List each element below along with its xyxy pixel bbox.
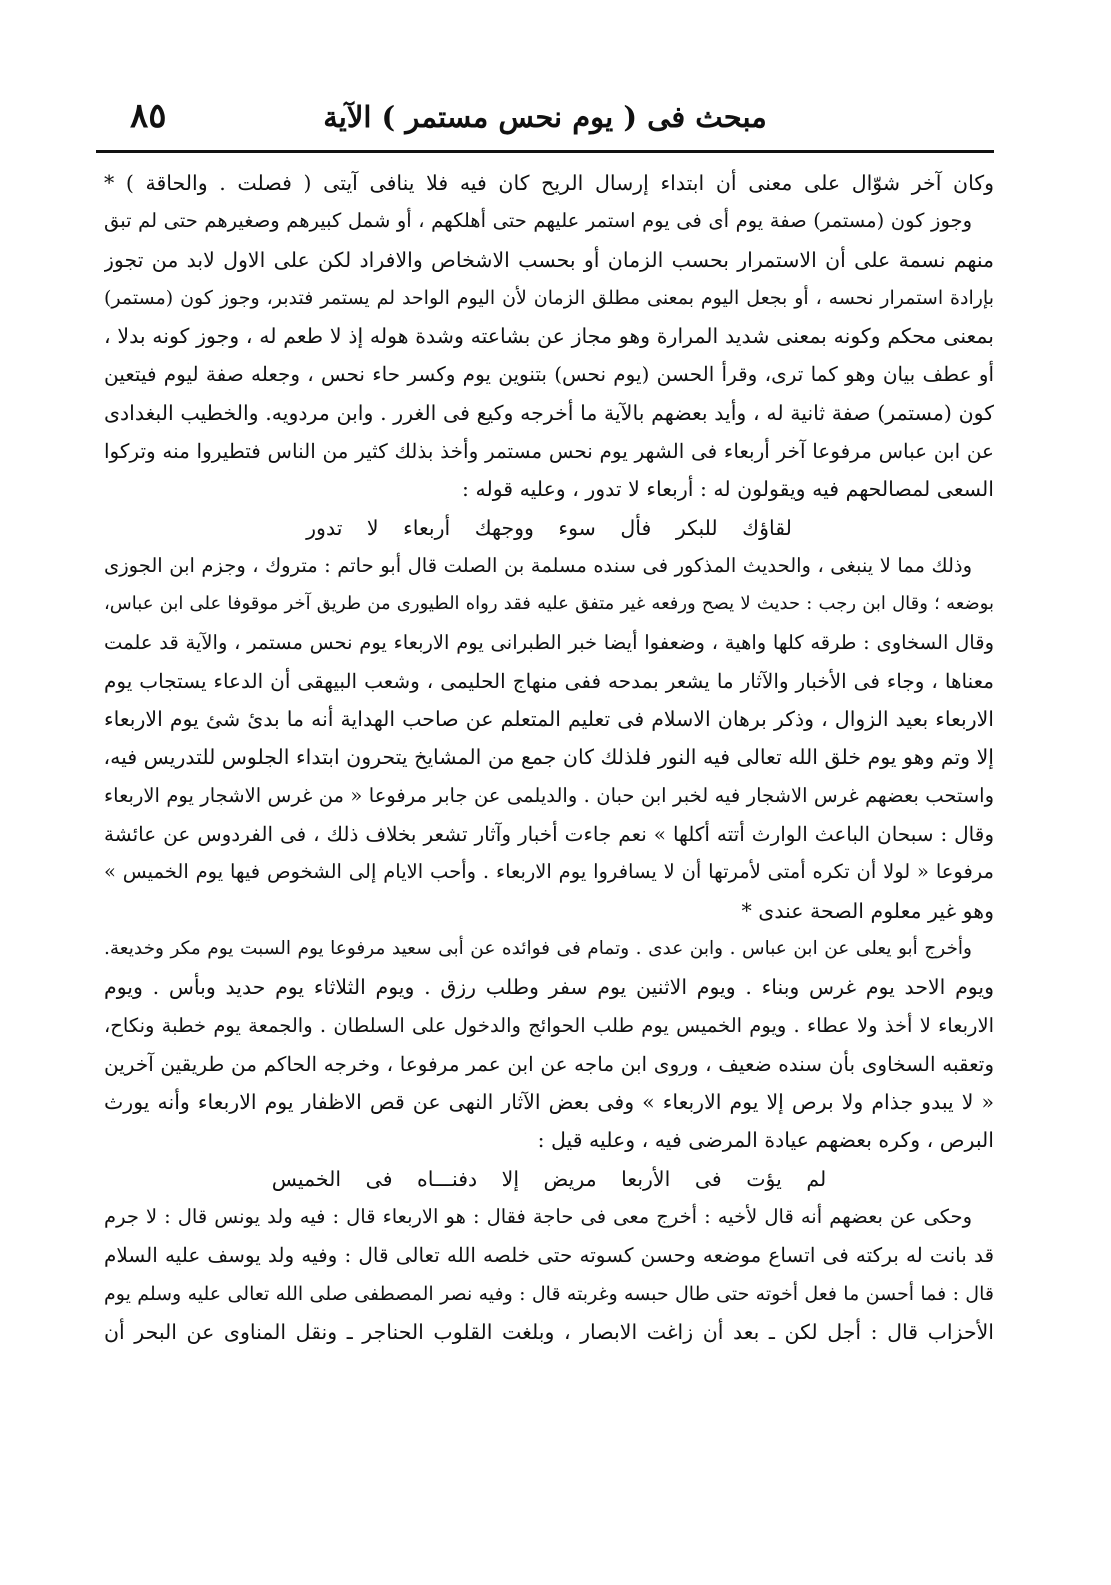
- text-line: قال : فما أحسن ما فعل أخوته حتى طال حبسه وغربته قال : وفيه نصر المصطفى صلى الله تعالى عليه وسلم يوم: [104, 1282, 994, 1305]
- text-line: وكان آخر شوّال على معنى أن ابتداء إرسال الريح كان فيه فلا ينافى آيتى ( فصلت . والحاقة ) *: [104, 171, 994, 195]
- verse-line: لقاؤك للبكر فأل سوء ووجهك أربعاء لا تدور: [306, 515, 792, 540]
- text-line: كون (مستمر) صفة ثانية له ، وأيد بعضهم بالآية ما أخرجه وكيع فى الغرر . وابن مردويه. والخطيب البغدادى: [104, 400, 994, 425]
- text-line: وهو غير معلوم الصحة عندى *: [741, 898, 994, 923]
- page-number: ٨٥: [130, 96, 167, 136]
- text-line: وأخرج أبو يعلى عن ابن عباس . وابن عدى . وتمام فى فوائده عن أبى سعيد مرفوعا يوم السبت يوم مكر وخديعة.: [104, 937, 972, 959]
- text-line: مرفوعا « لولا أن تكره أمتى لأمرتها أن لا يسافروا يوم الاربعاء . وأحب الايام إلى الشخوص فيها يوم الخميس »: [104, 860, 994, 884]
- header-rule: [96, 150, 994, 153]
- text-line: معناها ، وجاء فى الأخبار والآثار ما يشعر بمدحه ففى منهاج الحليمى ، وشعب البيهقى أن الدعاء يستجاب يوم: [104, 668, 994, 693]
- page-header: [96, 92, 994, 152]
- running-title: مبحث فى ( يوم نحس مستمر ) الآية: [323, 100, 767, 134]
- body-text: [104, 164, 994, 1574]
- text-line: ويوم الاحد يوم غرس وبناء . ويوم الاثنين يوم سفر وطلب رزق . ويوم الثلاثاء يوم حديد وبأس . ويوم: [104, 975, 994, 1000]
- text-line: وتعقبه السخاوى بأن سنده ضعيف ، وروى ابن ماجه عن ابن عمر مرفوعا ، وخرجه الحاكم من طريقين آخرين: [104, 1051, 994, 1076]
- text-line: الأحزاب قال : أجل لكن ـ بعد أن زاغت الابصار ، وبلغت القلوب الحناجر ـ ونقل المناوى عن البحر أن: [104, 1319, 994, 1344]
- text-line: أو عطف بيان وهو كما ترى، وقرأ الحسن (يوم نحس) بتنوين يوم وكسر حاء نحس ، وجعله صفة ليوم فيتعين: [104, 362, 994, 387]
- text-line: بإرادة استمرار نحسه ، أو بجعل اليوم بمعنى مطلق الزمان لأن اليوم الواحد لم يستمر فتدبر، وجوز كون (مستمر): [104, 286, 994, 309]
- text-line: وقال : سبحان الباعث الوارث أتته أكلها » نعم جاءت أخبار وآثار تشعر بخلاف ذلك ، فى الفردوس عن عائشة: [104, 822, 994, 847]
- verse-line: لم يؤت فى الأربعا مريض إلا دفنـــاه فى الخميس: [271, 1166, 827, 1191]
- text-line: وجوز كون (مستمر) صفة يوم أى فى يوم استمر عليهم حتى أهلكهم ، أو شمل كبيرهم وصغيرهم حتى لم تبق: [104, 209, 972, 233]
- text-line: قد بانت له بركته فى اتساع موضعه وحسن كسوته حتى خلصه الله تعالى قال : وفيه ولد يوسف عليه السلام: [104, 1243, 994, 1268]
- text-line: الاربعاء لا أخذ ولا عطاء . ويوم الخميس يوم طلب الحوائج والدخول على السلطان . والجمعة يوم خطبة ونكاح،: [104, 1013, 994, 1037]
- text-line: الاربعاء بعيد الزوال ، وذكر برهان الاسلام فى تعليم المتعلم عن صاحب الهداية أنه ما بدئ شئ يوم الاربعاء: [104, 707, 994, 732]
- text-line: بمعنى محكم وكونه بمعنى شديد المرارة وهو مجاز عن بشاعته وشدة هوله إذ لا طعم له ، وجوز كونه بدلا ،: [104, 324, 994, 349]
- text-line: « لا يبدو جذام ولا برص إلا يوم الاربعاء » وفى بعض الآثار النهى عن قص الاظفار يوم الاربعاء وأنه يورث: [104, 1090, 994, 1115]
- text-line: بوضعه ؛ وقال ابن رجب : حديث لا يصح ورفعه غير متفق عليه فقد رواه الطيورى من طريق آخر موقوفا على ابن عباس،: [104, 593, 994, 615]
- text-line: منهم نسمة على أن الاستمرار بحسب الزمان أو بحسب الاشخاص والافراد لكن على الاول لابد من تجوز: [104, 247, 994, 272]
- text-line: عن ابن عباس مرفوعا آخر أربعاء فى الشهر يوم نحس مستمر وأخذ بذلك كثير من الناس فتطيروا منه وتركوا: [104, 439, 994, 464]
- text-line: واستحب بعضهم غرس الاشجار فيه لخبر ابن حبان . والديلمى عن جابر مرفوعا « من غرس الاشجار يوم الاربعاء: [104, 783, 994, 807]
- text-line: البرص ، وكره بعضهم عيادة المرضى فيه ، وعليه قيل :: [537, 1128, 994, 1153]
- text-line: السعى لمصالحهم فيه ويقولون له : أربعاء لا تدور ، وعليه قوله :: [462, 477, 994, 502]
- text-line: وذلك مما لا ينبغى ، والحديث المذكور فى سنده مسلمة بن الصلت قال أبو حاتم : متروك ، وجزم ابن الجوزى: [104, 553, 972, 577]
- text-line: وحكى عن بعضهم أنه قال لأخيه : أخرج معى فى حاجة فقال : هو الاربعاء قال : فيه ولد يونس قال : لا جرم: [104, 1205, 972, 1229]
- text-line: إلا وتم وهو يوم خلق الله تعالى فيه النور فلذلك كان جمع من المشايخ يتحرون ابتداء الجلوس للتدريس فيه،: [104, 745, 994, 770]
- text-line: وقال السخاوى : طرقه كلها واهية ، وضعفوا أيضا خبر الطبرانى يوم الاربعاء يوم نحس مستمر ، والآية قد علمت: [104, 630, 994, 654]
